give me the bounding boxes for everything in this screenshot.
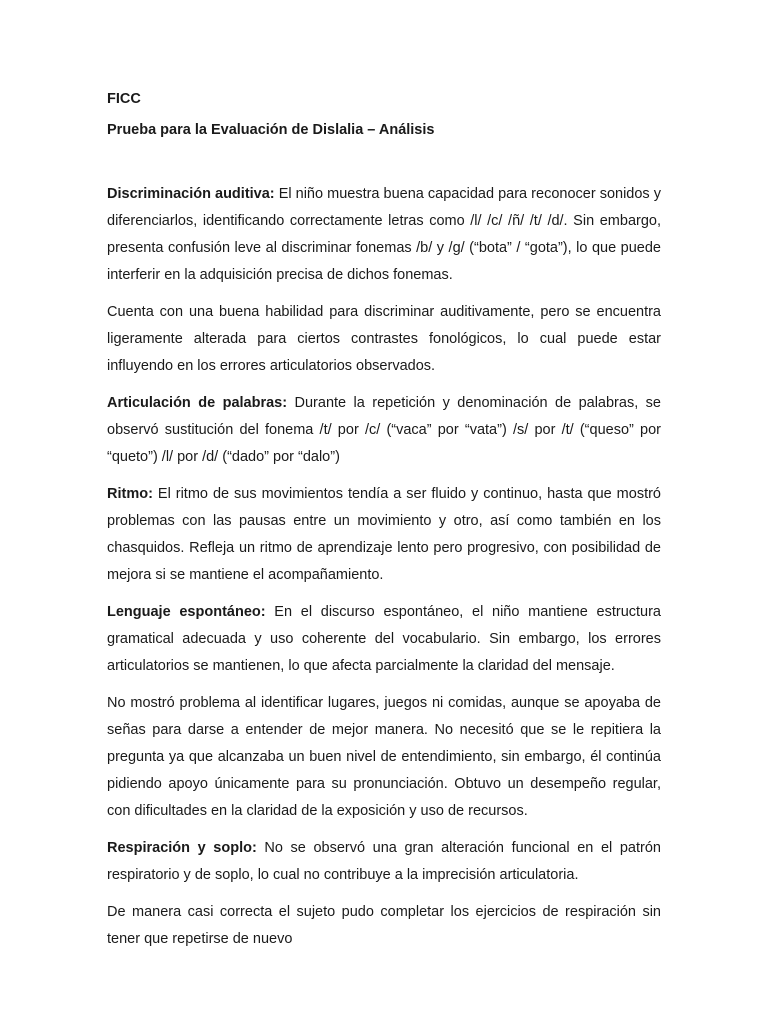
organization-name: FICC <box>107 91 141 107</box>
section-label: Discriminación auditiva: <box>107 186 275 202</box>
paragraph-text: El niño muestra buena capacidad para reconocer sonidos y diferenciarlos, identificando correctamente letras como /l/ /c/ /ñ/ /t/ /d/. Sin embargo, presenta confusión leve al discriminar fonemas /b/ y /g/ (“bota” / “gota”), lo que puede interferir en la adquisición precisa de dichos fonemas. <box>107 186 661 283</box>
paragraph-respiracion-soplo <box>107 835 661 889</box>
section-label: Ritmo: <box>107 486 153 502</box>
paragraph-text: No mostró problema al identificar lugares, juegos ni comidas, aunque se apoyaba de señas para darse a entender de mejor manera. No necesitó que se le repitiera la pregunta ya que alcanzaba un buen nivel de entendimiento, sin embargo, él continúa pidiendo apoyo únicamente para su pronunciación. Obtuvo un desempeño regular, con dificultades en la claridad de la exposición y uso de recursos. <box>107 695 661 819</box>
document-title: Prueba para la Evaluación de Dislalia – Análisis <box>107 122 435 138</box>
paragraph-text: Durante la repetición y denominación de palabras, se observó sustitución del fonema /t/ por /c/ (“vaca” por “vata”) /s/ por /t/ (“queso” por “queto”) /l/ por /d/ (“dado” por “dalo”) <box>107 395 661 465</box>
section-label: Articulación de palabras: <box>107 395 288 411</box>
paragraph-text: En el discurso espontáneo, el niño mantiene estructura gramatical adecuada y uso coherente del vocabulario. Sin embargo, los errores articulatorios se mantienen, lo que afecta parcialmente la claridad del mensaje. <box>107 604 661 674</box>
paragraph-articulacion-palabras <box>107 390 661 471</box>
paragraph-discriminacion-detalle <box>107 299 661 380</box>
paragraph-text: El ritmo de sus movimientos tendía a ser fluido y continuo, hasta que mostró problemas con las pausas entre un movimiento y otro, así como también en los chasquidos. Refleja un ritmo de aprendizaje lento pero progresivo, con posibilidad de mejora si se mantiene el acompañamiento. <box>107 486 661 583</box>
section-label: Lenguaje espontáneo: <box>107 604 266 620</box>
paragraph-respiracion-detalle <box>107 899 661 953</box>
paragraph-lenguaje-espontaneo <box>107 599 661 680</box>
paragraph-ritmo <box>107 481 661 589</box>
paragraph-text: No se observó una gran alteración funcional en el patrón respiratorio y de soplo, lo cual no contribuye a la imprecisión articulatoria. <box>107 840 661 883</box>
paragraph-lenguaje-detalle <box>107 690 661 825</box>
section-label: Respiración y soplo: <box>107 840 257 856</box>
paragraph-text: Cuenta con una buena habilidad para discriminar auditivamente, pero se encuentra ligeramente alterada para ciertos contrastes fonológicos, lo cual puede estar influyendo en los errores articulatorios observados. <box>107 304 661 374</box>
document-page <box>107 89 661 963</box>
paragraph-text: De manera casi correcta el sujeto pudo completar los ejercicios de respiración sin tener que repetirse de nuevo <box>107 904 661 947</box>
paragraph-discriminacion-auditiva <box>107 181 661 289</box>
